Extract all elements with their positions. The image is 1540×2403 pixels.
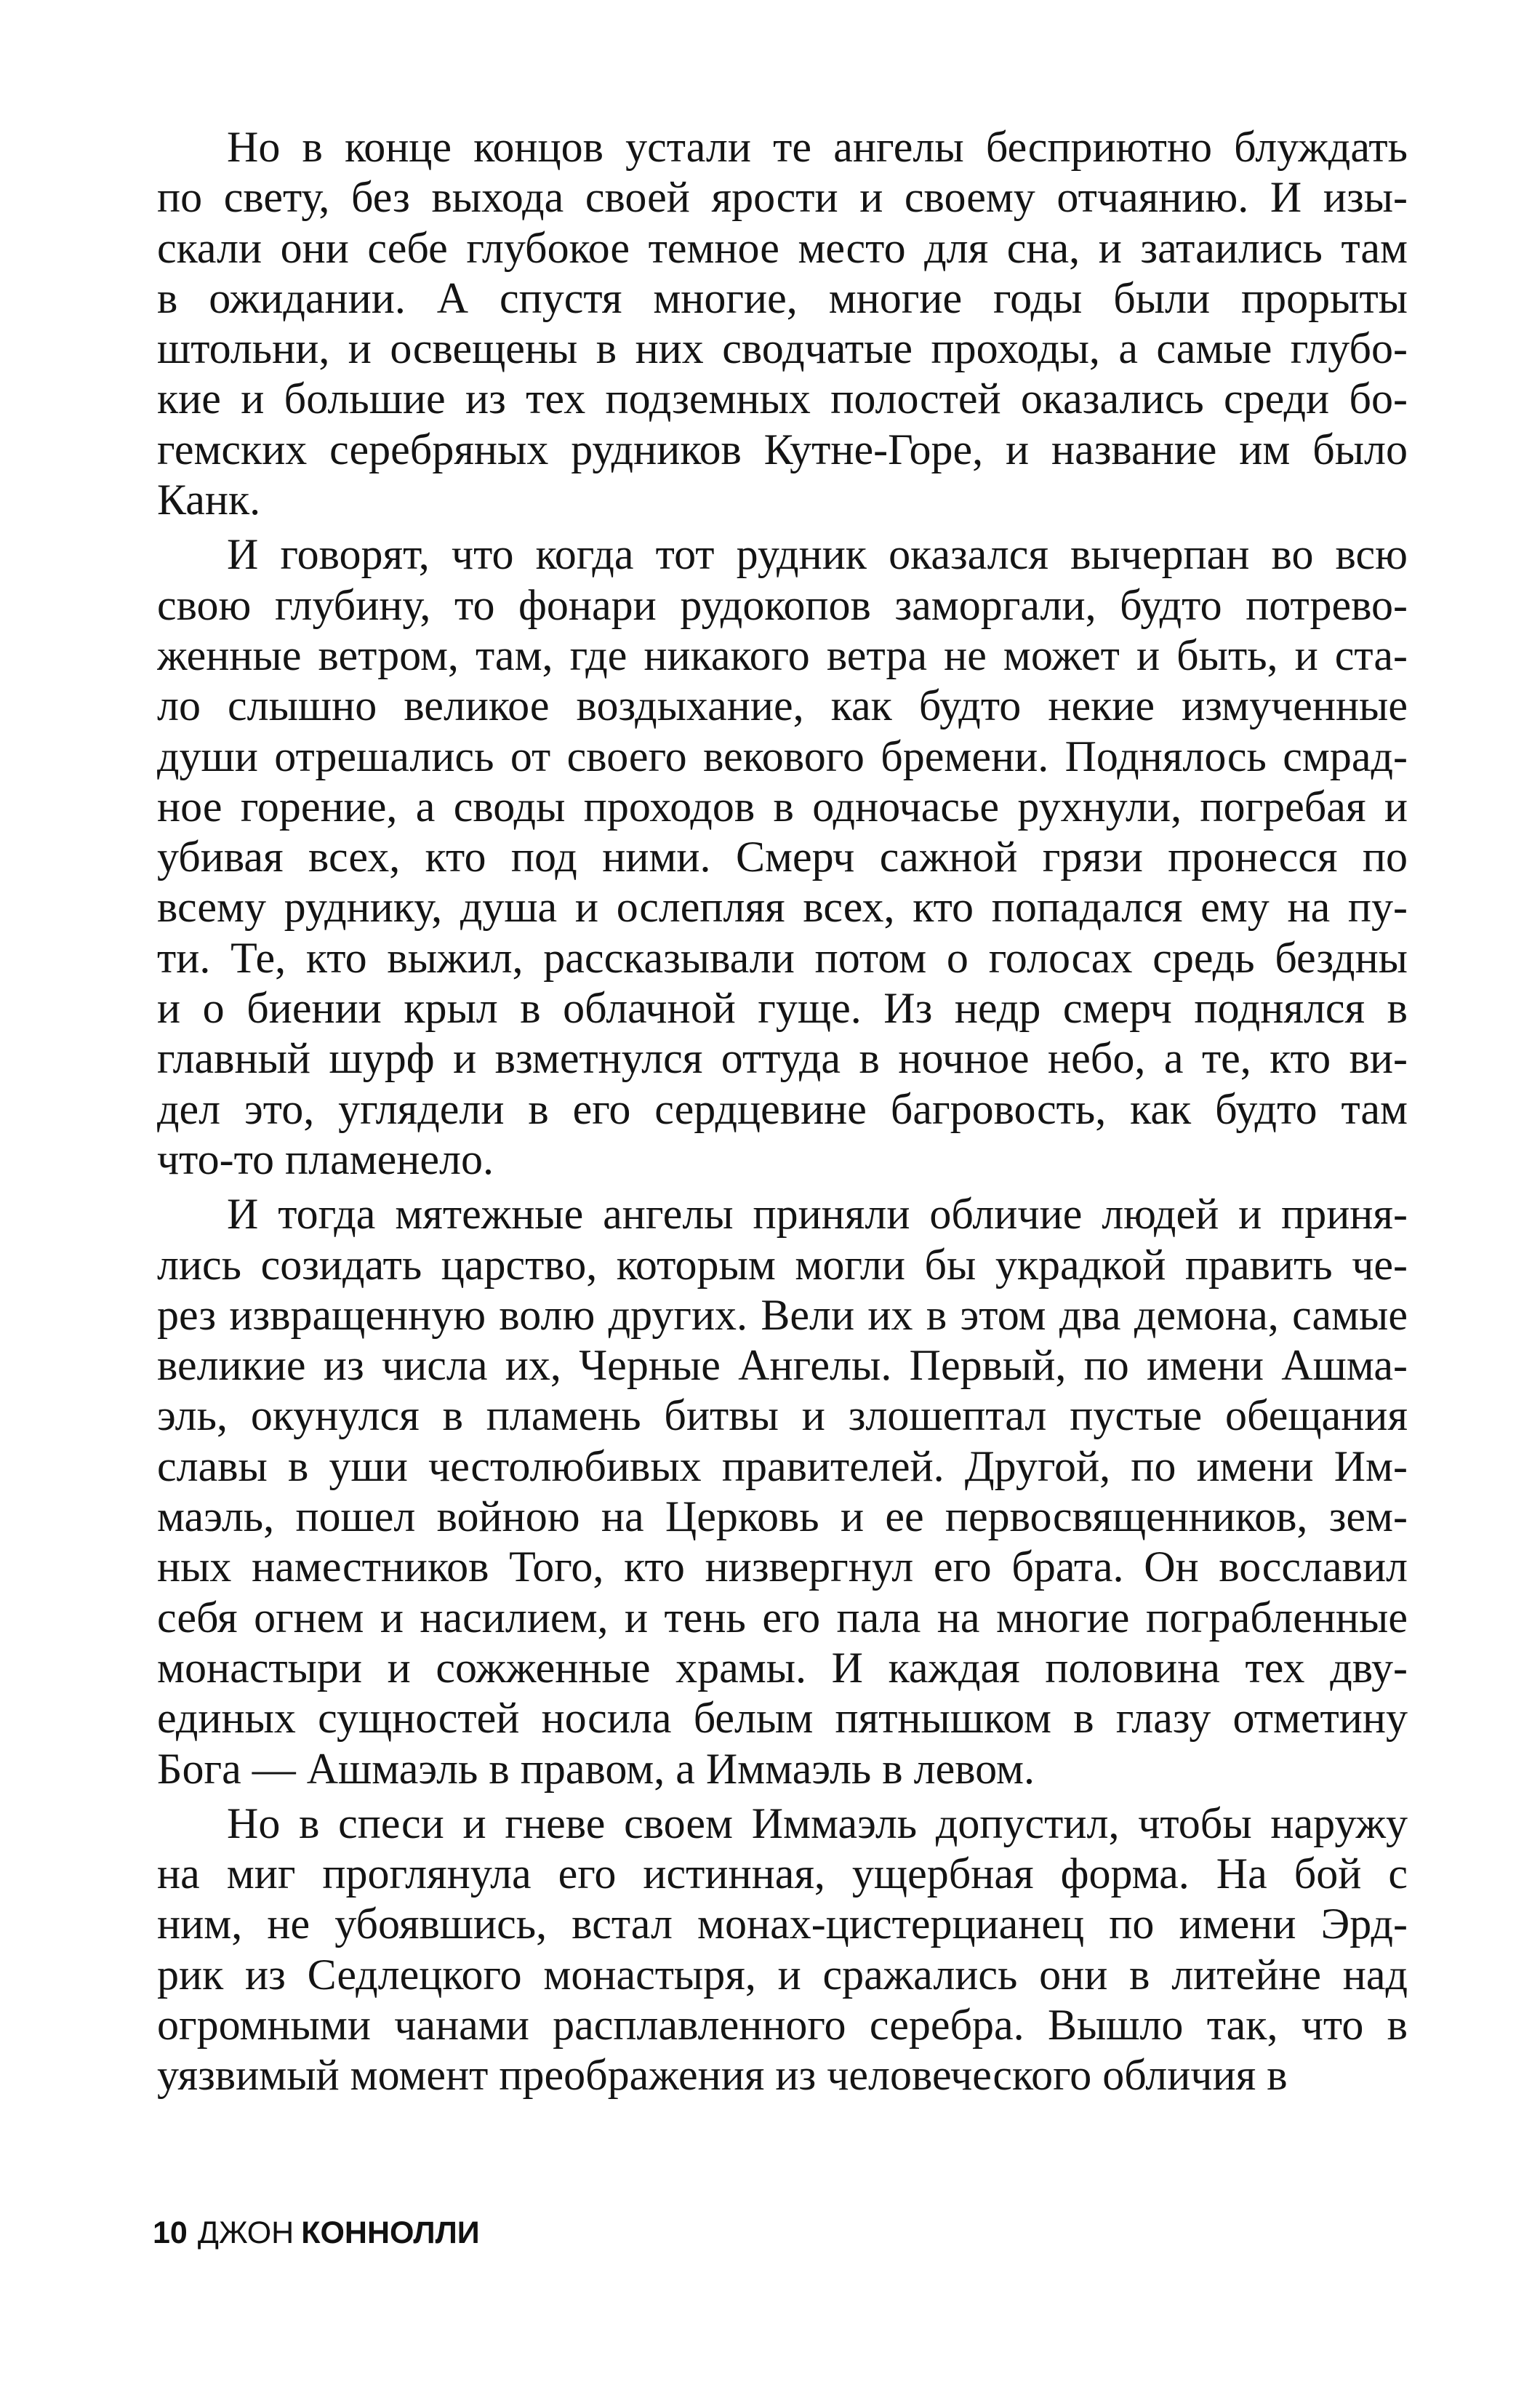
text-line: дел это, углядели в его сердцевине багровость, как будто там [157, 1084, 1408, 1133]
paragraph [157, 1189, 1408, 1794]
text-line: уязвимый момент преображения из человеческого обличия в [157, 2051, 1288, 2100]
text-line: души отрешались от своего векового бремени. Поднялось смрад- [157, 732, 1408, 780]
text-line: главный шурф и взметнулся оттуда в ночное небо, а те, кто ви- [157, 1034, 1408, 1083]
text-line: огромными чанами расплавленного серебра. Вышло так, что в [157, 2000, 1408, 2049]
text-line: ло слышно великое воздыхание, как будто некие измученные [157, 681, 1408, 730]
author-last-name: КОННОЛЛИ [301, 2215, 480, 2250]
paragraph [157, 122, 1408, 525]
text-line: рез извращенную волю других. Вели их в этом два демона, самые [157, 1290, 1408, 1339]
text-line: И говорят, что когда тот рудник оказался вычерпан во всю [227, 530, 1408, 579]
text-line: в ожидании. А спустя многие, многие годы были прорыты [157, 273, 1408, 322]
text-line: по свету, без выхода своей ярости и своему отчаянию. И изы- [157, 173, 1408, 222]
text-line: лись созидать царство, которым могли бы украдкой править че- [157, 1240, 1408, 1289]
text-line: женные ветром, там, где никакого ветра не может и быть, и ста- [157, 631, 1408, 679]
text-line: И тогда мятежные ангелы приняли обличие людей и приня- [227, 1190, 1408, 1239]
text-line: славы в уши честолюбивых правителей. Другой, по имени Им- [157, 1442, 1408, 1490]
text-line: гемских серебряных рудников Кутне-Горе, и название им было [157, 425, 1408, 473]
page-number: 10 [153, 2215, 188, 2250]
text-line: ним, не убоявшись, встал монах-цистерцианец по имени Эрд- [157, 1900, 1408, 1948]
text-line: и о биении крыл в облачной гуще. Из недр смерч поднялся в [157, 984, 1408, 1033]
text-line: ных наместников Того, кто низвергнул его брата. Он восславил [157, 1543, 1408, 1591]
text-line: эль, окунулся в пламень битвы и злошептал пустые обещания [157, 1391, 1408, 1440]
author-first-name: ДЖОН [197, 2215, 294, 2250]
text-line: Но в конце концов устали те ангелы бесприютно блуждать [227, 123, 1408, 171]
text-line: убивая всех, кто под ними. Смерч сажной грязи пронесся по [157, 833, 1408, 881]
text-line: ти. Те, кто выжил, рассказывали потом о голосах средь бездны [157, 933, 1408, 982]
text-line: монастыри и сожженные храмы. И каждая половина тех дву- [157, 1643, 1408, 1692]
text-line: кие и большие из тех подземных полостей оказались среди бо- [157, 375, 1408, 423]
text-line: штольни, и освещены в них сводчатые проходы, а самые глубо- [157, 324, 1408, 373]
text-line: великие из числа их, Черные Ангелы. Первый, по имени Ашма- [157, 1341, 1408, 1390]
text-line: всему руднику, душа и ослепляя всех, кто попадался ему на пу- [157, 883, 1408, 932]
text-line: Бога — Ашмаэль в правом, а Иммаэль в левом. [157, 1744, 1035, 1793]
text-line: ное горение, а своды проходов в одночасье рухнули, погребая и [157, 782, 1408, 831]
text-line: на миг проглянула его истинная, ущербная форма. На бой с [157, 1850, 1408, 1898]
text-line: единых сущностей носила белым пятнышком в глазу отметину [157, 1694, 1408, 1743]
paragraph [157, 1799, 1408, 2101]
text-line: что-то пламенело. [157, 1135, 494, 1183]
text-line: маэль, пошел войною на Церковь и ее первосвященников, зем- [157, 1492, 1408, 1541]
text-line: скали они себе глубокое темное место для сна, и затаились там [157, 223, 1408, 272]
paragraph [157, 529, 1408, 1185]
text-line: Канк. [157, 476, 261, 524]
text-line: рик из Седлецкого монастыря, и сражались они в литейне над [157, 1950, 1408, 1999]
text-line: свою глубину, то фонари рудокопов заморгали, будто потрево- [157, 580, 1408, 629]
page-footer [153, 2215, 480, 2251]
body-text [157, 122, 1408, 2106]
text-line: Но в спеси и гневе своем Иммаэль допустил, чтобы наружу [227, 1799, 1408, 1847]
text-line: себя огнем и насилием, и тень его пала на многие пограбленные [157, 1593, 1408, 1642]
